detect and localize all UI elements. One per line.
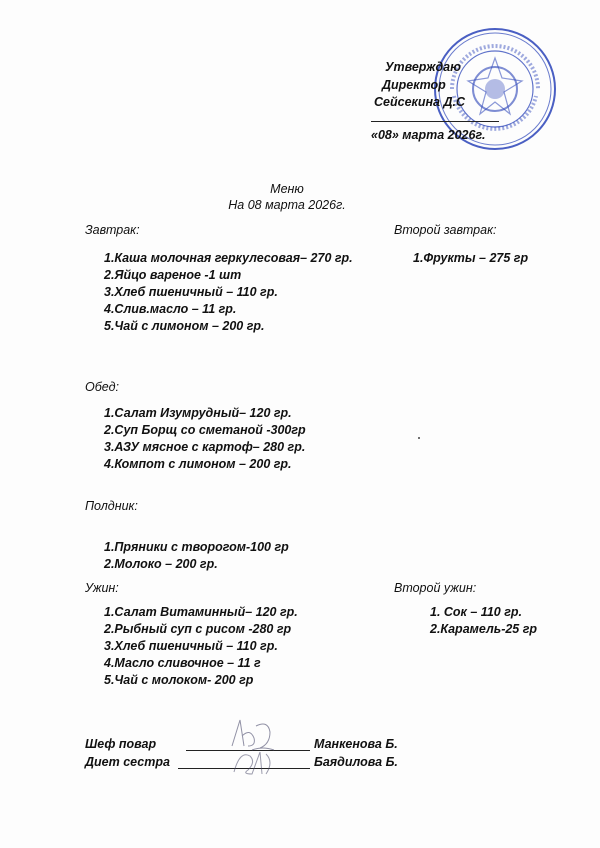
approval-title: Утверждаю — [385, 60, 461, 74]
list-item: 3.Хлеб пшеничный – 110 гр. — [104, 285, 278, 299]
section-heading-second-breakfast: Второй завтрак: — [394, 223, 497, 237]
list-item: 3.Хлеб пшеничный – 110 гр. — [104, 639, 278, 653]
approval-date: «08» марта 2026г. — [371, 128, 486, 142]
snack-list — [104, 539, 289, 573]
list-item: 4.Масло сливочное – 11 г — [104, 656, 261, 670]
approval-position: Директор — [382, 78, 446, 92]
approval-name: Сейсекина Д.С — [374, 95, 465, 109]
list-item: 5.Чай с молоком- 200 гр — [104, 673, 254, 687]
list-item: 1.Пряники с творогом-100 гр — [104, 540, 289, 554]
list-item: 1.Фрукты – 275 гр — [413, 251, 529, 265]
second-breakfast-list — [413, 250, 528, 267]
section-heading-snack: Полдник: — [85, 499, 138, 513]
list-item: 2.Молоко – 200 гр. — [104, 557, 218, 571]
breakfast-list — [104, 250, 353, 335]
dinner-list — [104, 604, 298, 689]
section-heading-dinner: Ужин: — [85, 581, 119, 595]
nurse-label: Диет сестра — [85, 755, 170, 769]
list-item: 1.Салат Изумрудный– 120 гр. — [104, 406, 292, 420]
approval-signature-line — [371, 121, 499, 122]
stray-mark — [418, 437, 420, 439]
chef-label: Шеф повар — [85, 737, 157, 751]
section-heading-second-dinner: Второй ужин: — [394, 581, 477, 595]
list-item: 4.Компот с лимоном – 200 гр. — [104, 457, 292, 471]
list-item: 2.Рыбный суп с рисом -280 гр — [104, 622, 292, 636]
section-heading-lunch: Обед: — [85, 380, 119, 394]
list-item: 2.Яйцо вареное -1 шт — [104, 268, 242, 282]
list-item: 5.Чай с лимоном – 200 гр. — [104, 319, 265, 333]
section-heading-breakfast: Завтрак: — [85, 223, 140, 237]
nurse-handwritten-signature — [230, 744, 276, 780]
second-dinner-list — [430, 604, 537, 638]
list-item: 2.Суп Борщ со сметаной -300гр — [104, 423, 306, 437]
menu-date: На 08 марта 2026г. — [228, 198, 346, 212]
list-item: 3.АЗУ мясное с картоф– 280 гр. — [104, 440, 306, 454]
list-item: 1.Каша молочная геркулесовая– 270 гр. — [104, 251, 353, 265]
list-item: 1. Сок – 110 гр. — [430, 605, 522, 619]
list-item: 2.Карамель-25 гр — [430, 622, 538, 636]
list-item: 4.Слив.масло – 11 гр. — [104, 302, 237, 316]
lunch-list — [104, 405, 306, 473]
chef-name: Манкенова Б. — [314, 737, 398, 751]
list-item: 1.Салат Витаминный– 120 гр. — [104, 605, 298, 619]
menu-title: Меню — [270, 182, 304, 196]
nurse-name: Баядилова Б. — [314, 755, 398, 769]
